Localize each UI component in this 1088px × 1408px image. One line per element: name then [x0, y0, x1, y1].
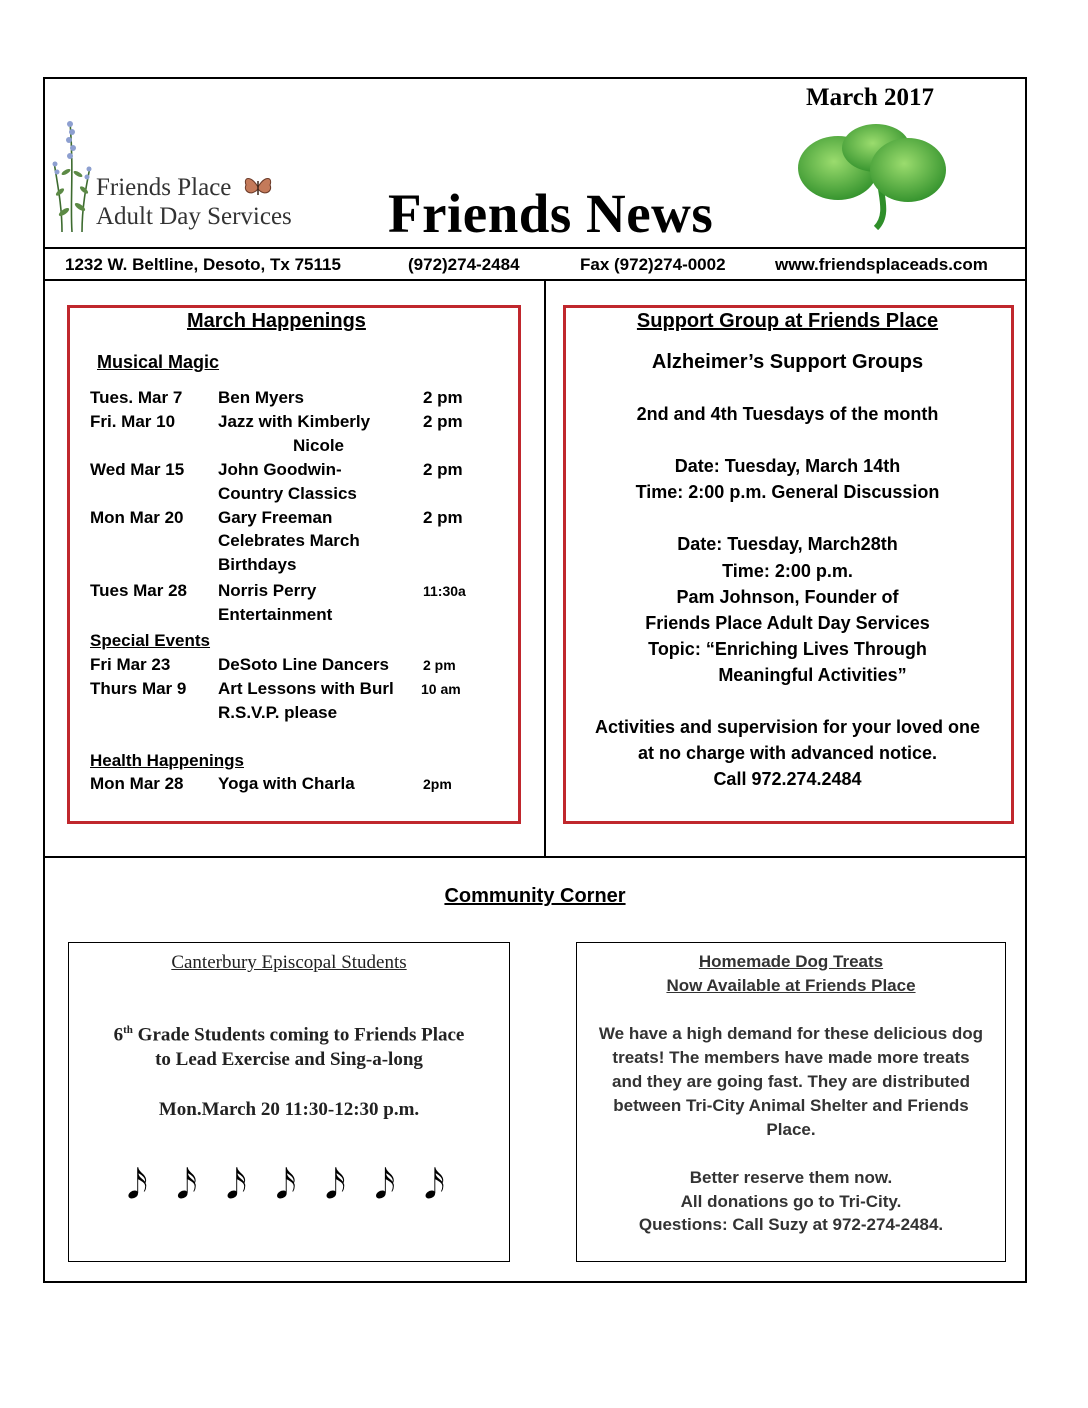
music-notes-icon: 𝅘𝅥𝅯 𝅘𝅥𝅯 𝅘𝅥𝅯 𝅘𝅥𝅯 𝅘𝅥𝅯 𝅘𝅥𝅯 𝅘𝅥𝅯	[127, 1162, 453, 1208]
dog-treats-title: Homemade Dog Treats	[698, 952, 884, 971]
schedule-event: Art Lessons with Burl	[218, 679, 394, 698]
support-text-line: Friends Place Adult Day Services	[645, 613, 930, 633]
support-text-line: Topic: “Enriching Lives Through	[648, 639, 927, 659]
schedule-time: 2 pm	[423, 460, 463, 479]
schedule-event: Nicole	[293, 436, 345, 455]
canterbury-date: Mon.March 20 11:30-12:30 p.m.	[158, 1099, 420, 1120]
support-phone: Call 972.274.2484	[713, 769, 862, 789]
health-happenings-heading: Health Happenings	[90, 751, 244, 770]
support-text-line: Pam Johnson, Founder of	[676, 587, 899, 607]
schedule-date: Fri. Mar 10	[90, 412, 176, 431]
schedule-event: R.S.V.P. please	[218, 703, 338, 722]
phone-number: (972)274-2484	[408, 255, 520, 274]
dog-treats-text: between Tri-City Animal Shelter and Friends	[613, 1096, 969, 1115]
schedule-event: Celebrates March	[218, 531, 360, 550]
fax-number: Fax (972)274-0002	[580, 255, 726, 274]
schedule-event: Yoga with Charla	[218, 774, 355, 793]
contact-divider	[43, 279, 1027, 281]
schedule-event: Jazz with Kimberly	[218, 412, 371, 431]
schedule-event: John Goodwin-	[218, 460, 342, 479]
support-text-line: Date: Tuesday, March 14th	[674, 456, 901, 476]
newsletter-title: Friends News	[388, 183, 714, 244]
lavender-plant-logo	[48, 112, 96, 234]
dog-treats-text: Place.	[766, 1120, 816, 1139]
support-group-heading: Support Group at Friends Place	[636, 310, 939, 332]
logo-text-line2: Adult Day Services	[96, 203, 292, 230]
schedule-date: Thurs Mar 9	[90, 679, 187, 698]
schedule-event: Norris Perry	[218, 581, 317, 600]
support-text-line: Meaningful Activities”	[718, 665, 907, 685]
schedule-date: Wed Mar 15	[90, 460, 185, 479]
support-text-line: at no charge with advanced notice.	[637, 743, 938, 763]
community-divider	[43, 856, 1027, 858]
schedule-date: Mon Mar 28	[90, 774, 184, 793]
support-text-line: Time: 2:00 p.m.	[722, 561, 853, 581]
special-events-heading: Special Events	[90, 631, 211, 650]
shamrock-icon	[796, 124, 948, 230]
support-text-line: Activities and supervision for your loved one	[594, 717, 981, 737]
schedule-event: Entertainment	[218, 605, 333, 624]
schedule-time: 2 pm	[423, 412, 463, 431]
dog-treats-text: treats! The members have made more treats	[612, 1048, 970, 1067]
schedule-time: 11:30a	[423, 583, 466, 599]
address: 1232 W. Beltline, Desoto, Tx 75115	[65, 255, 341, 274]
canterbury-line1: 6th Grade Students coming to Friends Place	[113, 1024, 465, 1046]
schedule-time: 10 am	[421, 681, 461, 697]
schedule-event: Ben Myers	[218, 388, 304, 407]
support-text-line: Date: Tuesday, March28th	[677, 534, 898, 554]
dog-treats-text: and they are going fast. They are distributed	[611, 1072, 970, 1091]
schedule-event: Birthdays	[218, 555, 297, 574]
header-divider	[43, 247, 1027, 249]
march-happenings-heading: March Happenings	[187, 310, 366, 332]
schedule-date: Mon Mar 20	[90, 508, 184, 527]
schedule-event: Gary Freeman	[218, 508, 333, 527]
support-text-line: 2nd and 4th Tuesdays of the month	[636, 404, 939, 424]
canterbury-title: Canterbury Episcopal Students	[171, 952, 407, 973]
schedule-time: 2 pm	[423, 657, 456, 673]
schedule-time: 2 pm	[423, 508, 463, 527]
support-group-subheading: Alzheimer’s Support Groups	[651, 351, 924, 373]
column-divider	[544, 281, 546, 857]
dog-treats-subtitle: Now Available at Friends Place	[666, 976, 916, 995]
logo-text-line1: Friends Place	[96, 174, 232, 201]
schedule-time: 2 pm	[423, 388, 463, 407]
community-corner-heading: Community Corner	[444, 885, 626, 907]
schedule-event: DeSoto Line Dancers	[218, 655, 389, 674]
dog-treats-contact: Questions: Call Suzy at 972-274-2484.	[638, 1215, 944, 1234]
website-link[interactable]: www.friendsplaceads.com	[775, 255, 988, 274]
support-text-line: Time: 2:00 p.m. General Discussion	[635, 482, 940, 502]
schedule-date: Tues Mar 28	[90, 581, 188, 600]
issue-month: March 2017	[806, 84, 934, 111]
musical-magic-heading: Musical Magic	[97, 352, 220, 372]
dog-treats-text: Better reserve them now.	[689, 1168, 893, 1187]
canterbury-line2: to Lead Exercise and Sing-a-long	[155, 1049, 423, 1070]
schedule-time: 2pm	[423, 776, 452, 792]
schedule-date: Fri Mar 23	[90, 655, 171, 674]
dog-treats-text: We have a high demand for these delicious dog	[598, 1024, 984, 1043]
contact-bar	[45, 250, 1025, 280]
butterfly-icon	[243, 175, 273, 199]
dog-treats-text: All donations go to Tri-City.	[680, 1192, 902, 1211]
schedule-date: Tues. Mar 7	[90, 388, 183, 407]
schedule-event: Country Classics	[218, 484, 357, 503]
